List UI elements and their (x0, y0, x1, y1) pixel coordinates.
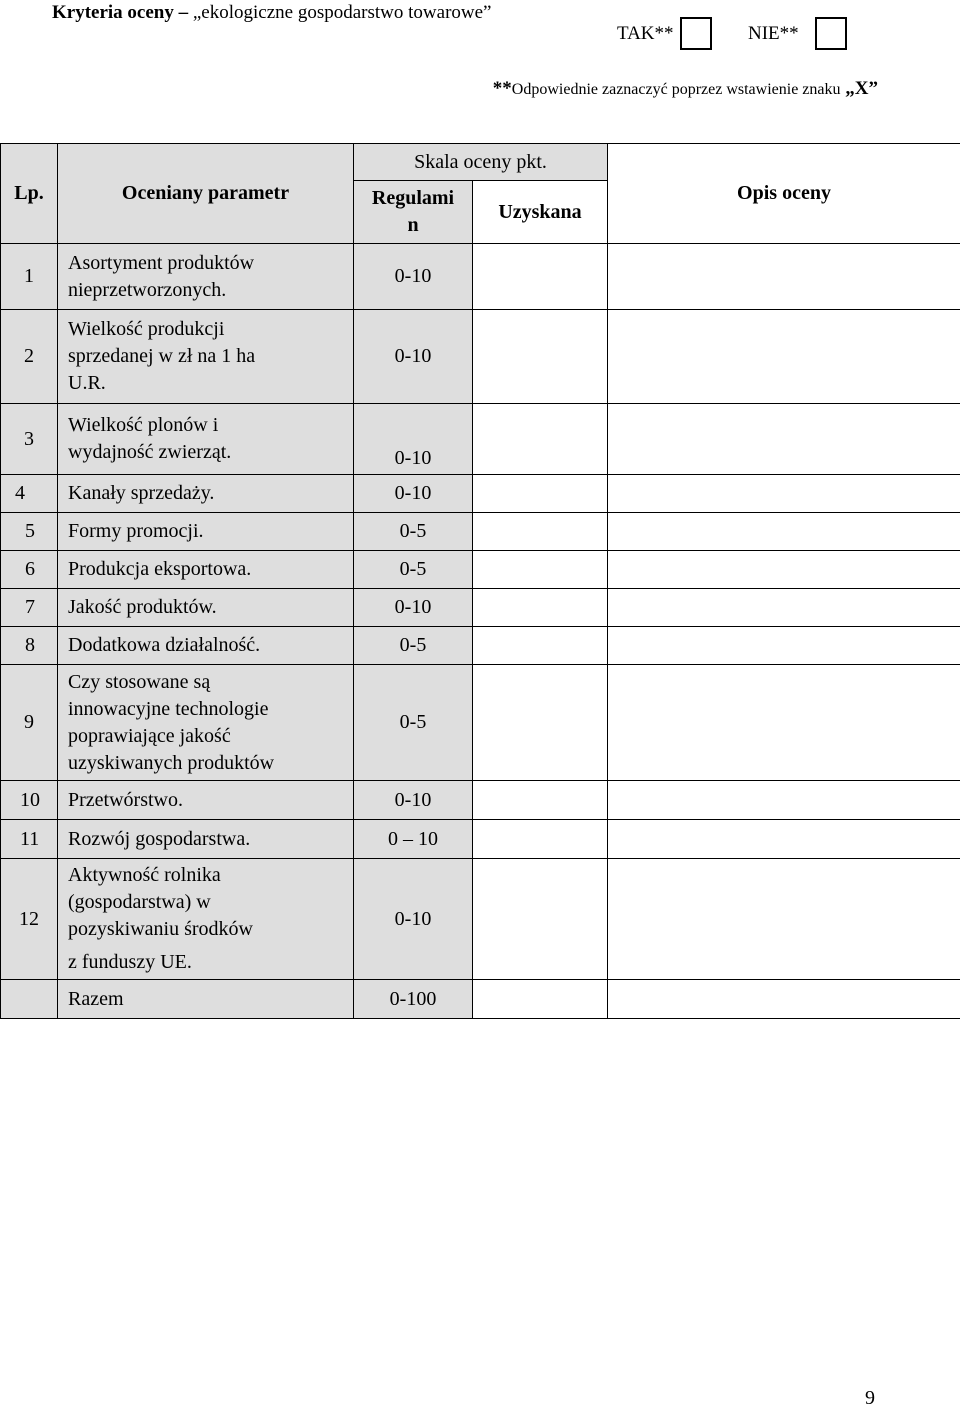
header-regulamin-line1: Regulami (372, 187, 454, 209)
row-12-lp: 12 (1, 859, 58, 980)
row-1-scale: 0-10 (354, 244, 473, 310)
row-9-uzyskana[interactable] (473, 665, 608, 781)
nie-checkbox[interactable] (815, 17, 847, 50)
evaluation-table (0, 143, 960, 1019)
row-6-uzyskana[interactable] (473, 551, 608, 589)
total-scale: 0-100 (354, 980, 473, 1019)
row-6-param: Produkcja eksportowa. (58, 551, 354, 589)
row-2-param-line3: U.R. (68, 372, 106, 394)
row-10-uzyskana[interactable] (473, 781, 608, 820)
row-11-scale: 0 – 10 (354, 820, 473, 859)
row-7-uzyskana[interactable] (473, 589, 608, 627)
row-11-lp: 11 (1, 820, 58, 859)
header-regulamin (354, 181, 473, 244)
row-12-param-line2: (gospodarstwa) w (68, 891, 211, 913)
row-11-param: Rozwój gospodarstwa. (58, 820, 354, 859)
row-9-lp: 9 (1, 665, 58, 781)
row-3-lp: 3 (1, 404, 58, 475)
row-3-opis[interactable] (608, 404, 960, 475)
row-2-uzyskana[interactable] (473, 310, 608, 404)
row-7-scale: 0-10 (354, 589, 473, 627)
total-uzyskana[interactable] (473, 980, 608, 1019)
title-bold: Kryteria oceny – (52, 2, 188, 23)
row-2-param-line2: sprzedanej w zł na 1 ha (68, 345, 255, 367)
header-param: Oceniany parametr (58, 144, 354, 244)
tak-checkbox[interactable] (680, 17, 712, 50)
row-12-param-line3: pozyskiwaniu środków (68, 918, 253, 940)
row-8-param: Dodatkowa działalność. (58, 627, 354, 665)
row-10-opis[interactable] (608, 781, 960, 820)
row-2-scale: 0-10 (354, 310, 473, 404)
row-5-uzyskana[interactable] (473, 513, 608, 551)
row-3-param-line1: Wielkość plonów i (68, 414, 218, 436)
row-1-uzyskana[interactable] (473, 244, 608, 310)
row-4-lp: 4 (1, 475, 58, 513)
row-2-param (58, 310, 354, 404)
row-1-opis[interactable] (608, 244, 960, 310)
row-9-param-line2: innowacyjne technologie (68, 698, 269, 720)
header-opis: Opis oceny (608, 144, 960, 244)
row-1-lp: 1 (1, 244, 58, 310)
row-3-scale: 0-10 (354, 404, 473, 475)
header-uzyskana: Uzyskana (473, 181, 608, 244)
row-12-scale: 0-10 (354, 859, 473, 980)
row-2-param-line1: Wielkość produkcji (68, 318, 224, 340)
row-3-param-line2: wydajność zwierząt. (68, 441, 231, 463)
row-1-param (58, 244, 354, 310)
row-1-param-line1: Asortyment produktów (68, 252, 254, 274)
row-4-uzyskana[interactable] (473, 475, 608, 513)
row-12-param-line4: z funduszy UE. (68, 949, 192, 976)
total-label: Razem (58, 980, 354, 1019)
note-mark: „X” (841, 78, 878, 99)
row-9-param-line3: poprawiające jakość (68, 725, 231, 747)
row-12-opis[interactable] (608, 859, 960, 980)
row-1-param-line2: nieprzetworzonych. (68, 279, 226, 301)
header-lp: Lp. (1, 144, 58, 244)
row-4-opis[interactable] (608, 475, 960, 513)
row-2-opis[interactable] (608, 310, 960, 404)
row-10-lp: 10 (1, 781, 58, 820)
row-5-param: Formy promocji. (58, 513, 354, 551)
header-regulamin-line2: n (407, 214, 418, 236)
row-6-scale: 0-5 (354, 551, 473, 589)
row-9-param-line1: Czy stosowane są (68, 671, 210, 693)
row-10-param: Przetwórstwo. (58, 781, 354, 820)
row-9-param (58, 665, 354, 781)
row-10-scale: 0-10 (354, 781, 473, 820)
row-7-param: Jakość produktów. (58, 589, 354, 627)
row-5-lp: 5 (1, 513, 58, 551)
note-text: Odpowiednie zaznaczyć poprzez wstawienie znaku (512, 81, 841, 98)
row-9-param-line4: uzyskiwanych produktów (68, 752, 274, 774)
row-7-opis[interactable] (608, 589, 960, 627)
row-5-opis[interactable] (608, 513, 960, 551)
total-lp (1, 980, 58, 1019)
row-3-param (58, 404, 354, 475)
total-opis[interactable] (608, 980, 960, 1019)
row-8-opis[interactable] (608, 627, 960, 665)
title-rest: „ekologiczne gospodarstwo towarowe” (188, 2, 491, 23)
row-4-scale: 0-10 (354, 475, 473, 513)
nie-label: NIE** (748, 21, 799, 47)
header-scale: Skala oceny pkt. (354, 144, 608, 181)
row-11-uzyskana[interactable] (473, 820, 608, 859)
tak-label: TAK** (617, 21, 674, 47)
row-11-opis[interactable] (608, 820, 960, 859)
page-number: 9 (865, 1386, 875, 1410)
row-12-uzyskana[interactable] (473, 859, 608, 980)
row-4-param: Kanały sprzedaży. (58, 475, 354, 513)
row-12-param-line1: Aktywność rolnika (68, 864, 221, 886)
instruction-note (493, 77, 878, 102)
row-8-uzyskana[interactable] (473, 627, 608, 665)
row-7-lp: 7 (1, 589, 58, 627)
row-9-opis[interactable] (608, 665, 960, 781)
document-title (52, 0, 492, 26)
row-9-scale: 0-5 (354, 665, 473, 781)
row-6-lp: 6 (1, 551, 58, 589)
row-5-scale: 0-5 (354, 513, 473, 551)
row-3-uzyskana[interactable] (473, 404, 608, 475)
row-6-opis[interactable] (608, 551, 960, 589)
row-12-param (58, 859, 354, 980)
row-8-scale: 0-5 (354, 627, 473, 665)
note-stars: ** (493, 78, 512, 99)
row-2-lp: 2 (1, 310, 58, 404)
row-8-lp: 8 (1, 627, 58, 665)
